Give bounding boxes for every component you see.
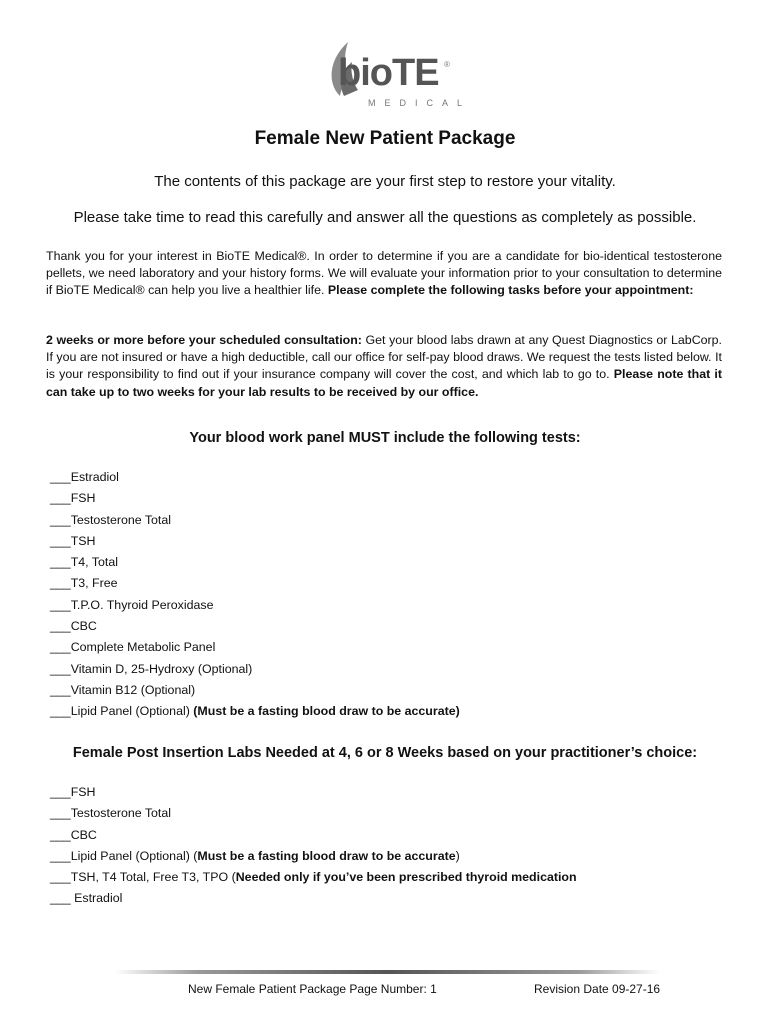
test-item[interactable]: [50, 531, 460, 552]
post-test-item[interactable]: [50, 867, 577, 888]
labs-text: Get your blood labs drawn at any Quest Diagnostics or LabCorp. If you are not insured or have a high deductible, call our office for self-pay blood draws. We request the tests listed below. It is your responsibility to find out if your insurance company will cover the cost, and which lab to go to.: [46, 333, 722, 382]
logo-brand-text: bioTE: [338, 52, 439, 94]
test-item[interactable]: [50, 680, 460, 701]
test-label: Estradiol: [70, 891, 123, 906]
test-tail: ): [455, 848, 460, 863]
intro-text: Thank you for your interest in BioTE Medical®. In order to determine if you are a candidate for bio-identical testosterone pellets, we need laboratory and your history forms. We will evaluate your information prior to your consultation to determine if BioTE Medical® can help you live a healthier life.: [46, 249, 722, 298]
labs-lead-text: 2 weeks or more before your scheduled consultation:: [46, 333, 362, 347]
test-item[interactable]: [50, 701, 460, 722]
page-title: Female New Patient Package: [254, 128, 516, 149]
test-label: Lipid Panel (Optional) (: [70, 848, 198, 863]
test-label: FSH: [70, 785, 96, 799]
panel-test-list: [50, 467, 460, 723]
logo-registered-mark: ®: [444, 60, 450, 69]
test-label: FSH: [70, 491, 96, 506]
check-blank: ___: [50, 827, 71, 842]
test-label: Testosterone Total: [70, 806, 172, 821]
test-item[interactable]: [50, 552, 460, 573]
post-test-item[interactable]: [50, 846, 577, 867]
test-label: TSH: [70, 533, 96, 548]
test-item[interactable]: [50, 616, 460, 637]
check-blank: ___: [50, 576, 71, 591]
footer-divider: [115, 968, 660, 976]
test-label: T3, Free: [70, 576, 118, 591]
biote-medical-logo: [318, 38, 472, 112]
post-test-item[interactable]: [50, 782, 577, 803]
test-label: Vitamin B12 (Optional): [70, 682, 196, 697]
check-blank: ___: [50, 619, 71, 634]
test-note: Needed only if you’ve been prescribed thyroid medication: [235, 870, 577, 885]
test-label: TSH, T4 Total, Free T3, TPO (: [70, 870, 236, 885]
check-blank: ___: [50, 704, 71, 719]
test-label: Lipid Panel (Optional): [70, 704, 194, 719]
check-blank: ___: [50, 470, 71, 484]
test-label: T.P.O. Thyroid Peroxidase: [70, 597, 214, 612]
check-blank: ___: [50, 682, 71, 697]
test-item[interactable]: [50, 595, 460, 616]
check-blank: ___: [50, 555, 71, 570]
footer-revision-date: Revision Date 09-27-16: [534, 982, 661, 996]
test-note: (Must be a fasting blood draw to be accurate): [193, 704, 460, 719]
test-label: CBC: [70, 827, 97, 842]
test-label: Complete Metabolic Panel: [70, 640, 216, 655]
check-blank: ___: [50, 870, 71, 885]
post-test-item[interactable]: [50, 888, 577, 909]
test-item[interactable]: [50, 659, 460, 680]
intro-bold-text: Please complete the following tasks before your appointment:: [327, 283, 694, 298]
check-blank: ___: [50, 891, 71, 906]
test-label: T4, Total: [70, 555, 118, 570]
check-blank: ___: [50, 661, 71, 676]
labs-paragraph: [46, 332, 722, 401]
test-item[interactable]: [50, 467, 460, 488]
page-instructions: Please take time to read this carefully and answer all the questions as completely as possible.: [73, 209, 697, 226]
check-blank: ___: [50, 848, 71, 863]
check-blank: ___: [50, 597, 71, 612]
test-label: CBC: [70, 619, 97, 634]
test-label: Testosterone Total: [70, 512, 172, 527]
check-blank: ___: [50, 512, 71, 527]
footer-page-label: New Female Patient Package Page Number: 1: [188, 982, 437, 996]
post-insertion-heading: Female Post Insertion Labs Needed at 4, 6 or 8 Weeks based on your practitioner’s choice:: [72, 745, 698, 761]
test-item[interactable]: [50, 488, 460, 509]
test-item[interactable]: [50, 637, 460, 658]
test-label: Vitamin D, 25-Hydroxy (Optional): [70, 661, 253, 676]
labs-bold-text: Please note that it can take up to two weeks for your lab results to be received by our office.: [46, 367, 722, 399]
page-subtitle: The contents of this package are your first step to restore your vitality.: [154, 173, 616, 190]
panel-heading: Your blood work panel MUST include the following tests:: [189, 430, 581, 446]
test-item[interactable]: [50, 573, 460, 594]
intro-paragraph: [46, 248, 722, 300]
check-blank: ___: [50, 640, 71, 655]
check-blank: ___: [50, 491, 71, 506]
post-test-item[interactable]: [50, 825, 577, 846]
check-blank: ___: [50, 785, 71, 799]
post-insertion-test-list: [50, 782, 577, 910]
post-test-item[interactable]: [50, 803, 577, 824]
check-blank: ___: [50, 533, 71, 548]
logo-sub-text: MEDICAL: [368, 98, 472, 108]
test-label: Estradiol: [70, 470, 119, 484]
test-item[interactable]: [50, 510, 460, 531]
check-blank: ___: [50, 806, 71, 821]
test-note: Must be a fasting blood draw to be accurate: [197, 848, 456, 863]
